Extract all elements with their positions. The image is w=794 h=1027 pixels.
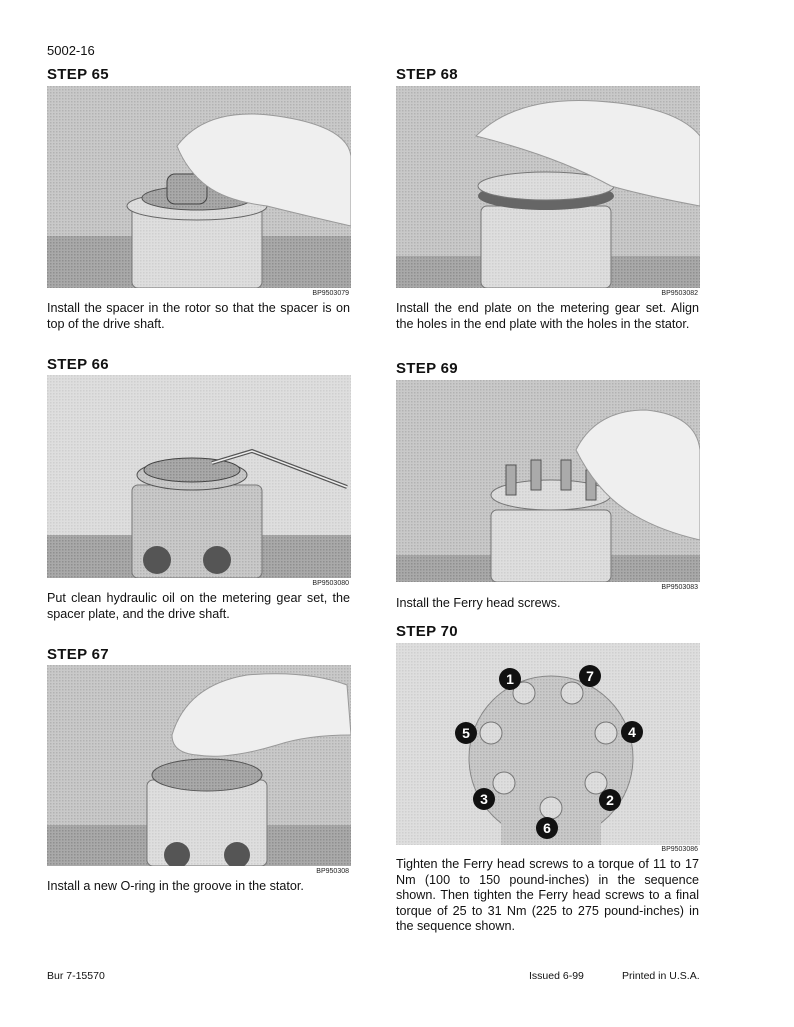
step-70-caption: Tighten the Ferry head screws to a torque of 11 to 17 Nm (100 to 150 pound-inches) in the sequence shown. Then tighten the Ferry head screws to a final torque of 25 to 31 Nm (225 to 275 pound-inches) in the sequence shown. — [396, 857, 699, 933]
step-66-figure-code: BP9503080 — [312, 580, 349, 587]
sequence-marker-3-label: 3 — [480, 791, 488, 807]
step-67-figure-code: BP950308 — [316, 868, 349, 875]
sequence-marker-5-label: 5 — [462, 725, 470, 741]
step-68-caption: Install the end plate on the metering gear set. Align the holes in the end plate with the holes in the stator. — [396, 301, 699, 331]
step-70-photo — [396, 643, 700, 845]
step-65-caption: Install the spacer in the rotor so that the spacer is on top of the drive shaft. — [47, 301, 350, 331]
step-67-caption: Install a new O-ring in the groove in the stator. — [47, 879, 304, 893]
step-69-heading: STEP 69 — [396, 360, 458, 377]
footer-printed: Printed in U.S.A. — [622, 970, 700, 982]
footer-document-number: Bur 7-15570 — [47, 970, 105, 982]
step-67-heading: STEP 67 — [47, 646, 109, 663]
step-69-caption: Install the Ferry head screws. — [396, 596, 561, 610]
step-69-figure-code: BP9503083 — [661, 584, 698, 591]
step-70-heading: STEP 70 — [396, 623, 458, 640]
sequence-marker-4-label: 4 — [628, 724, 636, 740]
sequence-marker-6-label: 6 — [543, 820, 551, 836]
step-65-heading: STEP 65 — [47, 66, 109, 83]
step-65-figure-code: BP9503079 — [312, 290, 349, 297]
footer-issued: Issued 6-99 — [529, 970, 584, 982]
step-66-caption: Put clean hydraulic oil on the metering gear set, the spacer plate, and the drive shaft. — [47, 591, 350, 621]
sequence-marker-7-label: 7 — [586, 668, 594, 684]
step-68-heading: STEP 68 — [396, 66, 458, 83]
page-number: 5002-16 — [47, 43, 95, 58]
step-70-figure-code: BP9503086 — [661, 846, 698, 853]
step-68-photo — [396, 86, 700, 288]
step-68-figure-code: BP9503082 — [661, 290, 698, 297]
step-66-photo — [47, 375, 351, 578]
sequence-marker-2-label: 2 — [606, 792, 614, 808]
step-65-photo — [47, 86, 351, 288]
sequence-marker-1-label: 1 — [506, 671, 514, 687]
step-69-photo — [396, 380, 700, 582]
step-66-heading: STEP 66 — [47, 356, 109, 373]
step-67-photo — [47, 665, 351, 866]
